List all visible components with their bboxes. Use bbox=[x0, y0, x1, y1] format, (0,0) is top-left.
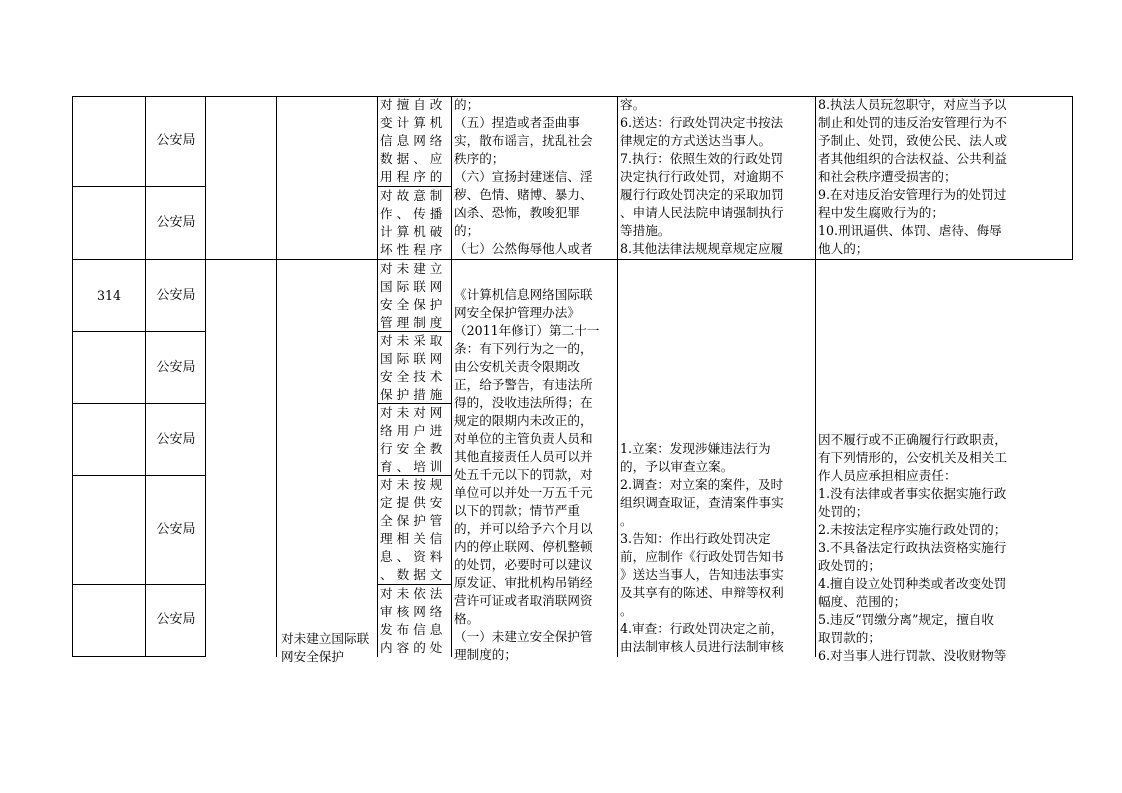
liability-line: 制止和处罚的违反治安管理行为不 bbox=[818, 115, 1007, 130]
sub-item-line: 、数据文 bbox=[380, 567, 447, 582]
sub-item-cell bbox=[380, 187, 450, 259]
row-divider bbox=[72, 584, 206, 585]
liability-line: 和社会秩序遭受损害的； bbox=[818, 169, 957, 184]
sub-item-line: 育、培训 bbox=[380, 459, 447, 474]
sub-item-line: 对故意制 bbox=[380, 188, 447, 203]
legal-basis-line: 的； bbox=[454, 97, 480, 112]
dept-cell: 公安局 bbox=[156, 133, 196, 148]
sub-item-line: 对未对网 bbox=[380, 405, 447, 420]
sub-item-line: 坏性程序 bbox=[380, 242, 447, 257]
legal-basis-line: 其他直接责任人员可以并 bbox=[454, 449, 593, 464]
liability-line: 8.执法人员玩忽职守，对应当予以 bbox=[818, 97, 1007, 112]
sub-item-line: 发布信息 bbox=[380, 622, 447, 637]
legal-basis-line: 实，散布谣言，扰乱社会 bbox=[454, 133, 593, 148]
procedure-line: 及其享有的陈述、申辩等权利 bbox=[620, 585, 784, 600]
sub-item-line: 息、资料 bbox=[380, 549, 447, 564]
legal-basis-line: 规定的限期内未改正的， bbox=[454, 413, 593, 428]
liability-cell bbox=[818, 96, 1071, 259]
row-divider bbox=[72, 403, 206, 404]
liability-line: 2.未按法定程序实施行政处罚的； bbox=[818, 522, 1007, 537]
procedure-line: 》送达当事人，告知违法事实 bbox=[620, 567, 784, 582]
procedure-line: 的，予以审查立案。 bbox=[620, 459, 734, 474]
liability-line: 5.违反“罚缴分离”规定，擅自收 bbox=[818, 612, 995, 627]
sub-item-line: 全保护管 bbox=[380, 513, 447, 528]
procedure-line: 、申请人民法院申请强制执行 bbox=[620, 205, 784, 220]
legal-basis-line: 凶杀、恐怖，教唆犯罪 bbox=[454, 205, 580, 220]
sub-item-cell bbox=[380, 585, 450, 657]
liability-line: 政处罚的； bbox=[818, 558, 881, 573]
dept-cell: 公安局 bbox=[156, 522, 196, 537]
table-border-bottom bbox=[72, 656, 206, 657]
procedure-line: 容。 bbox=[620, 97, 646, 112]
legal-basis-line: 的； bbox=[454, 223, 480, 238]
legal-basis-line: （五）捏造或者歪曲事 bbox=[454, 115, 580, 130]
procedure-line: 履行行政处罚决定的采取加罚 bbox=[620, 187, 784, 202]
liability-line: 程中发生腐败行为的； bbox=[818, 205, 944, 220]
legal-basis-line: 网安全保护管理办法》 bbox=[454, 305, 580, 320]
legal-basis-line: （六）宣扬封建迷信、淫 bbox=[454, 169, 593, 184]
sub-item-cell bbox=[380, 332, 450, 403]
liability-line: 作人员应承担相应责任： bbox=[818, 468, 957, 483]
sub-item-line: 变计算机 bbox=[380, 115, 447, 130]
dept-cell: 公安局 bbox=[156, 215, 196, 230]
legal-basis-line: 以下的罚款；情节严重 bbox=[454, 503, 580, 518]
sub-item-line: 行安全教 bbox=[380, 441, 447, 456]
sub-item-line: 对未建立 bbox=[380, 261, 447, 276]
dept-cell: 公安局 bbox=[156, 288, 196, 303]
liability-line: 他人的； bbox=[818, 241, 869, 256]
liability-line: 有下列情形的，公安机关及相关工 bbox=[818, 450, 1007, 465]
liability-line: 处罚的； bbox=[818, 504, 869, 519]
legal-basis-line: 内的停止联网、停机整顿 bbox=[454, 539, 593, 554]
legal-basis-cell bbox=[454, 96, 616, 259]
legal-basis-line: 格。 bbox=[454, 611, 480, 626]
liability-line: 6.对当事人进行罚款、没收财物等 bbox=[818, 648, 1007, 663]
procedure-line: 2.调查：对立案的案件，及时 bbox=[620, 477, 784, 492]
row-number: 314 bbox=[96, 288, 122, 303]
procedure-line: 6.送达：行政处罚决定书按法 bbox=[620, 115, 784, 130]
legal-basis-line: 对单位的主管负责人员和 bbox=[454, 431, 593, 446]
sub-item-line: 管理制度 bbox=[380, 315, 447, 330]
legal-basis-line: 条：有下列行为之一的， bbox=[454, 341, 593, 356]
procedure-line: 。 bbox=[620, 603, 633, 618]
row-divider bbox=[72, 475, 206, 476]
liability-line: 1.没有法律或者事实依据实施行政 bbox=[818, 486, 1007, 501]
dept-cell: 公安局 bbox=[156, 612, 196, 627]
liability-line: 4.擅自设立处罚种类或者改变处罚 bbox=[818, 576, 1007, 591]
procedure-line: 4.审查：行政处罚决定之前， bbox=[620, 621, 784, 636]
sub-item-line: 对擅自改 bbox=[380, 97, 447, 112]
legal-basis-line: 营许可证或者取消联网资 bbox=[454, 593, 593, 608]
row-divider bbox=[72, 259, 1073, 260]
sub-item-line: 计算机破 bbox=[380, 224, 447, 239]
legal-basis-line: 由公安机关责令限期改 bbox=[454, 359, 580, 374]
liability-line: 因不履行或不正确履行行政职责， bbox=[818, 432, 1007, 447]
procedure-line: 3.告知：作出行政处罚决定 bbox=[620, 531, 771, 546]
sub-item-line: 国际联网 bbox=[380, 279, 447, 294]
sub-item-line: 用程序的 bbox=[380, 169, 447, 184]
legal-basis-line: 正，给予警告，有违法所 bbox=[454, 377, 593, 392]
liability-line: 取罚款的； bbox=[818, 630, 881, 645]
table-border-right bbox=[1072, 96, 1073, 260]
procedure-line: 。 bbox=[620, 513, 633, 528]
legal-basis-cell bbox=[454, 286, 616, 662]
liability-line: 9.在对违反治安管理行为的处罚过 bbox=[818, 187, 1007, 202]
dept-cell: 公安局 bbox=[156, 360, 196, 375]
legal-basis-line: 原发证、审批机构吊销经 bbox=[454, 575, 593, 590]
legal-basis-line: 处五千元以下的罚款，对 bbox=[454, 467, 593, 482]
legal-basis-line: 秽、色情、赌博、暴力、 bbox=[454, 187, 593, 202]
legal-basis-line: 理制度的； bbox=[454, 647, 517, 662]
column-divider bbox=[72, 96, 73, 657]
procedure-line: 律规定的方式送达当事人。 bbox=[620, 133, 772, 148]
sub-item-cell bbox=[380, 260, 450, 331]
procedure-line: 由法制审核人员进行法制审核 bbox=[620, 639, 784, 654]
legal-basis-line: 得的，没收违法所得；在 bbox=[454, 395, 593, 410]
dept-cell: 公安局 bbox=[156, 432, 196, 447]
sub-item-line: 信息网络 bbox=[380, 133, 447, 148]
liability-line: 10.刑讯逼供、体罚、虐待、侮辱 bbox=[818, 223, 1002, 238]
procedure-line: 1.立案：发现涉嫌违法行为 bbox=[620, 441, 771, 456]
sub-item-line: 内容的处 bbox=[380, 640, 447, 655]
sub-item-line: 定提供安 bbox=[380, 495, 447, 510]
procedure-cell bbox=[620, 96, 814, 259]
liability-line: 予制止、处罚，致使公民、法人或 bbox=[818, 133, 1007, 148]
liability-line: 者其他组织的合法权益、公共利益 bbox=[818, 151, 1007, 166]
legal-basis-line: （2011年修订）第二十一 bbox=[454, 323, 600, 338]
sub-item-line: 对未采取 bbox=[380, 333, 447, 348]
procedure-line: 8.其他法律法规规章规定应履 bbox=[620, 241, 784, 256]
liability-cell bbox=[818, 431, 1071, 663]
sub-item-line: 安全保护 bbox=[380, 297, 447, 312]
procedure-line: 前，应制作《行政处罚告知书 bbox=[620, 549, 784, 564]
legal-basis-line: 秩序的； bbox=[454, 151, 505, 166]
column-divider bbox=[276, 96, 277, 657]
legal-basis-line: 单位可以并处一万五千元 bbox=[454, 485, 593, 500]
sub-item-cell bbox=[380, 476, 450, 584]
sub-item-cell bbox=[380, 96, 450, 186]
column-divider bbox=[377, 96, 378, 657]
legal-basis-line: 的，并可以给予六个月以 bbox=[454, 521, 593, 536]
legal-basis-line: （一）未建立安全保护管 bbox=[454, 629, 593, 644]
legal-basis-line: （七）公然侮辱他人或者 bbox=[454, 241, 593, 256]
legal-basis-line: 《计算机信息网络国际联 bbox=[454, 287, 593, 302]
item-name-text: 对未建立国际联网安全保护 bbox=[281, 631, 370, 664]
sub-item-line: 络用户进 bbox=[380, 423, 447, 438]
procedure-line: 决定执行行政处罚，对逾期不 bbox=[620, 169, 784, 184]
sub-item-line: 对未依法 bbox=[380, 586, 447, 601]
sub-item-cell bbox=[380, 404, 450, 475]
item-name-cell bbox=[281, 630, 376, 664]
sub-item-line: 对未按规 bbox=[380, 477, 447, 492]
liability-line: 幅度、范围的； bbox=[818, 594, 907, 609]
sub-item-line: 国际联网 bbox=[380, 351, 447, 366]
column-divider bbox=[617, 96, 618, 657]
row-divider bbox=[72, 186, 206, 187]
liability-line: 3.不具备法定行政执法资格实施行 bbox=[818, 540, 1007, 555]
sub-item-line: 理相关信 bbox=[380, 531, 447, 546]
column-divider bbox=[451, 96, 452, 657]
sub-item-line: 数据、应 bbox=[380, 151, 447, 166]
legal-basis-line: 的处罚，必要时可以建议 bbox=[454, 557, 593, 572]
sub-item-line: 安全技术 bbox=[380, 369, 447, 384]
row-divider bbox=[72, 331, 206, 332]
procedure-line: 7.执行：依照生效的行政处罚 bbox=[620, 151, 784, 166]
procedure-line: 等措施。 bbox=[620, 223, 671, 238]
sub-item-line: 审核网络 bbox=[380, 604, 447, 619]
sub-item-line: 保护措施 bbox=[380, 387, 447, 402]
sub-item-line: 作、传播 bbox=[380, 206, 447, 221]
column-divider bbox=[815, 96, 816, 657]
procedure-cell bbox=[620, 440, 814, 657]
procedure-line: 组织调查取证，查清案件事实 bbox=[620, 495, 784, 510]
